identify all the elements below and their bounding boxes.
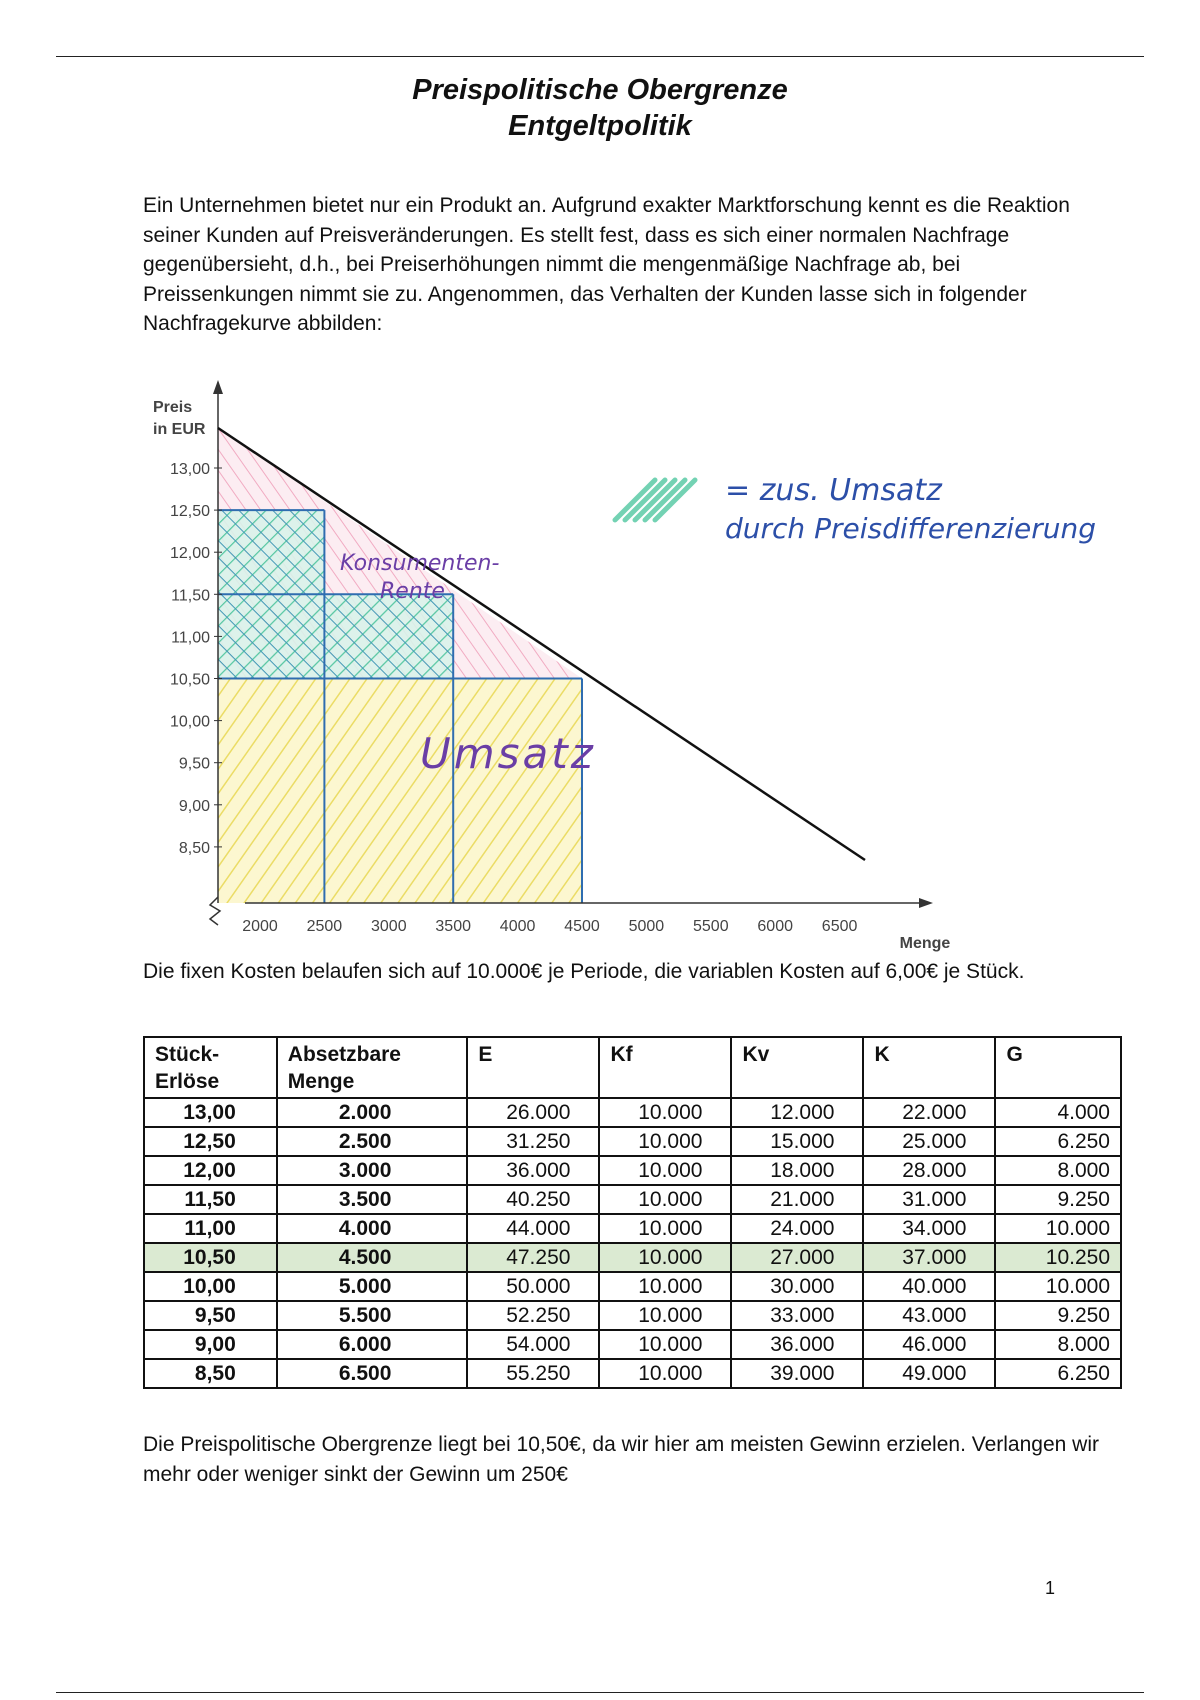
bottom-rule <box>56 1692 1144 1693</box>
table-cell: 8,50 <box>144 1359 277 1388</box>
extra-revenue-area <box>324 594 453 678</box>
table-row <box>144 1243 1121 1272</box>
table-cell: 10,50 <box>144 1243 277 1272</box>
table-cell: 11,00 <box>144 1214 277 1243</box>
table-row <box>144 1156 1121 1185</box>
consumer-rent-annotation: Rente <box>380 579 445 604</box>
table-cell: 11,50 <box>144 1185 277 1214</box>
x-tick-label: 6500 <box>821 918 858 935</box>
table-cell: 10.000 <box>599 1185 731 1214</box>
header-label: Kv <box>742 1043 770 1066</box>
table-row <box>144 1330 1121 1359</box>
table-cell: 4.000 <box>995 1098 1121 1127</box>
table-cell: 10.000 <box>599 1098 731 1127</box>
legend-annotation: = zus. Umsatz <box>725 473 942 508</box>
x-axis-arrow <box>919 898 933 908</box>
table-cell: 31.250 <box>467 1127 599 1156</box>
table-cell: 50.000 <box>467 1272 599 1301</box>
table-cell: 49.000 <box>863 1359 995 1388</box>
table-header-cell <box>995 1037 1121 1098</box>
legend-swatch-stroke <box>635 480 675 520</box>
table-cell: 21.000 <box>731 1185 863 1214</box>
table-cell: 10.000 <box>599 1156 731 1185</box>
table-cell: 4.500 <box>277 1243 468 1272</box>
x-tick-label: 3000 <box>371 918 407 935</box>
umsatz-annotation: Umsatz <box>420 729 596 778</box>
table-cell: 8.000 <box>995 1330 1121 1359</box>
y-tick-label: 12,50 <box>169 503 210 521</box>
header-label: K <box>874 1043 890 1066</box>
table-cell: 5.000 <box>277 1272 468 1301</box>
table-cell: 5.500 <box>277 1301 468 1330</box>
table-cell: 26.000 <box>467 1098 599 1127</box>
y-tick-label: 9,50 <box>178 755 210 773</box>
table-cell: 10.000 <box>599 1359 731 1388</box>
y-tick-label: 12,00 <box>169 545 210 563</box>
legend-annotation: durch Preisdifferenzierung <box>725 512 1097 545</box>
table-cell: 4.000 <box>277 1214 468 1243</box>
table-header-cell <box>599 1037 731 1098</box>
table-cell: 6.250 <box>995 1359 1121 1388</box>
table-row <box>144 1185 1121 1214</box>
intro-paragraph: Ein Unternehmen bietet nur ein Produkt an. Aufgrund exakter Marktforschung kennt es die Reaktion seiner Kunden auf Preisveränderungen. Es stellt fest, dass es sich einer normalen Nachfrage gegenübersieht, d.h., bei Preiserhöhungen nimmt die mengenmäßige Nachfrage ab, bei Preissenkungen nimmt sie zu. Angenommen, das Verhalten der Kunden lasse sich in folgender Nachfragekurve abbilden: <box>143 194 1070 335</box>
chart-areas <box>218 428 582 903</box>
consumer-rent-annotation: Konsumenten- <box>340 551 500 576</box>
header-label: Absetzbare <box>287 1043 401 1066</box>
table-cell: 9,50 <box>144 1301 277 1330</box>
table-header-cell <box>277 1037 468 1098</box>
table-cell: 18.000 <box>731 1156 863 1185</box>
x-tick-label: 4000 <box>499 918 536 935</box>
table-cell: 9,00 <box>144 1330 277 1359</box>
y-tick-label: 9,00 <box>178 797 210 815</box>
table-cell: 10,00 <box>144 1272 277 1301</box>
y-tick-label: 10,50 <box>169 671 210 689</box>
table-cell: 43.000 <box>863 1301 995 1330</box>
table-header-cell <box>731 1037 863 1098</box>
table-cell: 3.000 <box>277 1156 468 1185</box>
table-row <box>144 1272 1121 1301</box>
table-cell: 33.000 <box>731 1301 863 1330</box>
table-header-cell <box>467 1037 599 1098</box>
table-cell: 31.000 <box>863 1185 995 1214</box>
x-axis-label: Menge <box>899 935 951 952</box>
y-axis-label: in EUR <box>153 421 206 438</box>
table-header-cell <box>863 1037 995 1098</box>
table-cell: 10.000 <box>599 1214 731 1243</box>
x-tick-label: 2500 <box>306 918 343 935</box>
table-cell: 24.000 <box>731 1214 863 1243</box>
header-label: Kf <box>610 1043 633 1066</box>
table-cell: 25.000 <box>863 1127 995 1156</box>
table-cell: 28.000 <box>863 1156 995 1185</box>
table-cell: 46.000 <box>863 1330 995 1359</box>
table-cell: 36.000 <box>731 1330 863 1359</box>
conclusion-paragraph: Die Preispolitische Obergrenze liegt bei 10,50€, da wir hier am meisten Gewinn erzielen. Verlangen wir mehr oder weniger sinkt der Gewinn um 250€ <box>143 1433 1099 1486</box>
table-cell: 15.000 <box>731 1127 863 1156</box>
table-cell: 27.000 <box>731 1243 863 1272</box>
table-cell: 12.000 <box>731 1098 863 1127</box>
table-body <box>144 1098 1121 1388</box>
table-row <box>144 1214 1121 1243</box>
y-axis-arrow <box>213 380 223 394</box>
table-cell: 3.500 <box>277 1185 468 1214</box>
revenue-table <box>143 1036 1122 1389</box>
table-cell: 9.250 <box>995 1185 1121 1214</box>
table-cell: 30.000 <box>731 1272 863 1301</box>
y-tick-label: 11,50 <box>171 587 210 605</box>
table-cell: 12,50 <box>144 1127 277 1156</box>
table-cell: 37.000 <box>863 1243 995 1272</box>
table-cell: 10.000 <box>995 1214 1121 1243</box>
table-cell: 44.000 <box>467 1214 599 1243</box>
table-cell: 34.000 <box>863 1214 995 1243</box>
page-number: 1 <box>1045 1578 1056 1598</box>
table-cell: 39.000 <box>731 1359 863 1388</box>
header-label: Stück- <box>155 1043 220 1066</box>
x-tick-label: 6000 <box>757 918 793 935</box>
table-row <box>144 1098 1121 1127</box>
header-label: E <box>478 1043 493 1066</box>
x-tick-label: 5000 <box>628 918 665 935</box>
table-cell: 55.250 <box>467 1359 599 1388</box>
header-label: Erlöse <box>155 1070 220 1093</box>
table-cell: 10.000 <box>995 1272 1121 1301</box>
table-cell: 6.000 <box>277 1330 468 1359</box>
table-row <box>144 1301 1121 1330</box>
y-tick-label: 10,00 <box>169 713 210 731</box>
table-cell: 8.000 <box>995 1156 1121 1185</box>
y-tick-label: 8,50 <box>178 839 210 857</box>
table-cell: 10.000 <box>599 1301 731 1330</box>
top-rule <box>56 56 1144 57</box>
table-cell: 54.000 <box>467 1330 599 1359</box>
x-tick-label: 4500 <box>564 918 600 935</box>
table-cell: 10.000 <box>599 1330 731 1359</box>
table-cell: 36.000 <box>467 1156 599 1185</box>
table-header-row <box>144 1037 1121 1098</box>
table-cell: 22.000 <box>863 1098 995 1127</box>
table-cell: 40.000 <box>863 1272 995 1301</box>
table-cell: 52.250 <box>467 1301 599 1330</box>
costs-paragraph: Die fixen Kosten belaufen sich auf 10.000€ je Periode, die variablen Kosten auf 6,00€ je Stück. <box>143 960 1025 983</box>
table-row <box>144 1359 1121 1388</box>
table-cell: 10.250 <box>995 1243 1121 1272</box>
demand-chart-svg <box>95 358 1135 958</box>
table-header-cell <box>144 1037 277 1098</box>
table-cell: 10.000 <box>599 1243 731 1272</box>
page-subtitle: Entgeltpolitik <box>508 110 692 142</box>
table-row <box>144 1127 1121 1156</box>
x-tick-label: 3500 <box>435 918 471 935</box>
table-cell: 10.000 <box>599 1272 731 1301</box>
y-axis-label: Preis <box>153 399 193 416</box>
table-cell: 12,00 <box>144 1156 277 1185</box>
header-label: Menge <box>287 1070 355 1093</box>
header-label: G <box>1006 1043 1023 1066</box>
x-tick-label: 5500 <box>693 918 729 935</box>
table-cell: 2.500 <box>277 1127 468 1156</box>
table-cell: 10.000 <box>599 1127 731 1156</box>
x-tick-label: 2000 <box>242 918 278 935</box>
revenue-area <box>218 679 582 904</box>
y-tick-label: 11,00 <box>171 629 210 647</box>
table-cell: 47.250 <box>467 1243 599 1272</box>
demand-chart <box>95 358 1135 958</box>
table-cell: 40.250 <box>467 1185 599 1214</box>
table-cell: 9.250 <box>995 1301 1121 1330</box>
page-title: Preispolitische Obergrenze <box>412 74 788 106</box>
table-cell: 6.250 <box>995 1127 1121 1156</box>
table-cell: 2.000 <box>277 1098 468 1127</box>
table-cell: 6.500 <box>277 1359 468 1388</box>
y-tick-label: 13,00 <box>169 461 210 478</box>
table-cell: 13,00 <box>144 1098 277 1127</box>
